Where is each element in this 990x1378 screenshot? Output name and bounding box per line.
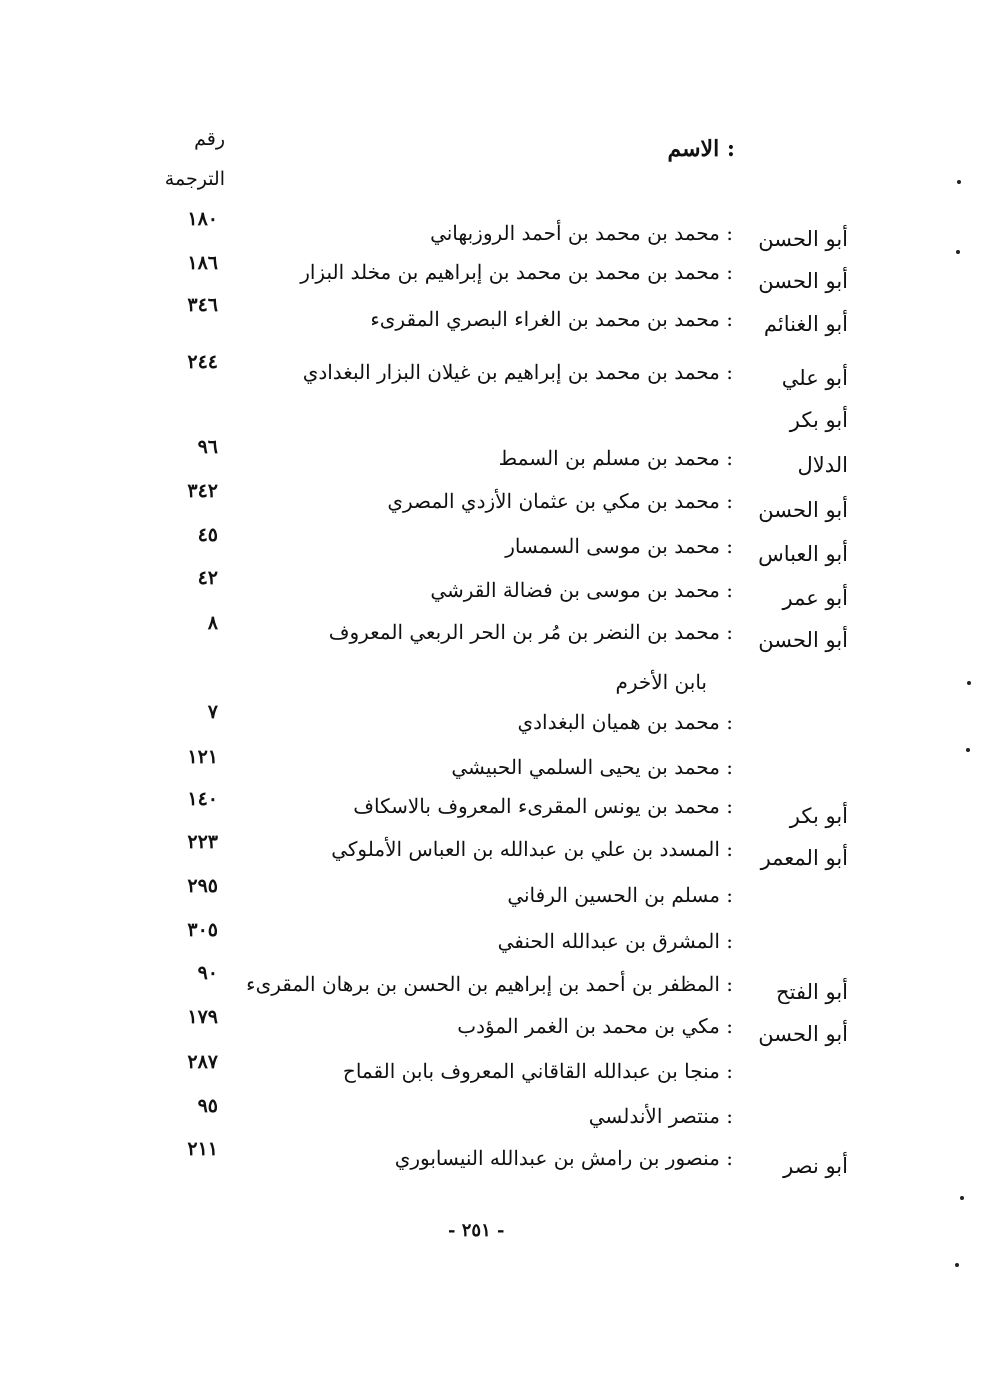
row-number: ٢٢٣ [187, 831, 218, 853]
row-kunya: أبو نصر [783, 1154, 848, 1178]
page-number: - ٢٥١ - [448, 1220, 505, 1241]
row-name: : محمد بن محمد بن أحمد الروزبهاني [430, 221, 733, 245]
row-kunya: أبو بكر [789, 408, 848, 432]
row-number: ٢١١ [187, 1138, 218, 1160]
row-name: : المظفر بن أحمد بن إبراهيم بن الحسن بن برهان المقرىء [246, 972, 733, 996]
row-kunya: أبو عمر [782, 586, 848, 610]
row-kunya: أبو المعمر [760, 846, 848, 870]
row-number: ٢٤٤ [187, 351, 218, 373]
row-number: ٢٨٧ [187, 1051, 218, 1073]
row-number: ٣٠٥ [187, 919, 218, 941]
scan-speck [960, 1196, 964, 1200]
name-column-header: : الاسم [667, 136, 735, 162]
row-number: ٤٢ [197, 567, 218, 589]
row-name: : مكي بن محمد بن الغمر المؤدب [457, 1014, 733, 1038]
row-name: : محمد بن مكي بن عثمان الأزدي المصري [387, 489, 733, 513]
row-number: ٣٤٦ [187, 294, 218, 316]
row-kunya: أبو علي [781, 366, 848, 390]
row-name: : منتصر الأندلسي [588, 1104, 733, 1128]
row-number: ٣٤٢ [187, 480, 218, 502]
row-kunya: أبو الفتح [776, 980, 848, 1004]
row-number: ٩٠ [197, 962, 218, 984]
row-number: ١٢١ [187, 746, 218, 768]
row-name: : محمد بن موسى السمسار [505, 534, 733, 558]
row-name: : محمد بن يونس المقرىء المعروف بالاسكاف [353, 794, 733, 818]
scan-speck [956, 250, 960, 254]
number-column-header-line2: الترجمة [164, 168, 225, 190]
row-name: : محمد بن محمد بن الغراء البصري المقرىء [370, 307, 733, 331]
row-number: ٢٩٥ [187, 875, 218, 897]
row-number: ١٨٦ [187, 252, 218, 274]
row-name: : محمد بن هميان البغدادي [517, 710, 733, 734]
row-name: : محمد بن مسلم بن السمط [498, 446, 733, 470]
row-number: ٤٥ [197, 524, 218, 546]
row-kunya: أبو الحسن [758, 1022, 848, 1046]
scan-speck [955, 1263, 959, 1267]
row-number: ٨ [207, 612, 218, 634]
row-name: : المشرق بن عبدالله الحنفي [497, 929, 733, 953]
row-number: ١٤٠ [187, 788, 218, 810]
row-name: : محمد بن يحيى السلمي الحبيشي [451, 755, 733, 779]
number-column-header-line1: رقم [194, 128, 225, 150]
row-name: : منجا بن عبدالله القاقاني المعروف بابن القماح [342, 1059, 733, 1083]
row-number: ١٧٩ [187, 1006, 218, 1028]
row-kunya: أبو العباس [758, 542, 848, 566]
row-name: : المسدد بن علي بن عبدالله بن العباس الأملوكي [331, 837, 733, 861]
row-kunya: أبو الحسن [758, 227, 848, 251]
row-kunya: أبو الغنائم [763, 312, 848, 336]
row-name: : محمد بن محمد بن إبراهيم بن غيلان البزار البغدادي [302, 360, 733, 384]
row-number: ٧ [207, 701, 218, 723]
row-kunya: الدلال [797, 453, 848, 477]
scan-speck [957, 180, 961, 184]
row-name: : منصور بن رامش بن عبدالله النيسابوري [394, 1146, 733, 1170]
row-number: ٩٥ [197, 1095, 218, 1117]
scan-speck [966, 748, 970, 752]
row-name: : محمد بن النضر بن مُر بن الحر الربعي المعروف [328, 620, 733, 644]
row-kunya: أبو الحسن [758, 628, 848, 652]
row-name: : محمد بن محمد بن محمد بن إبراهيم بن مخلد البزار [300, 260, 733, 284]
row-name: : محمد بن موسى بن فضالة القرشي [430, 578, 733, 602]
row-kunya: أبو بكر [789, 804, 848, 828]
row-kunya: أبو الحسن [758, 269, 848, 293]
row-number: ٩٦ [197, 436, 218, 458]
row-kunya: أبو الحسن [758, 498, 848, 522]
row-number: ١٨٠ [187, 208, 218, 230]
row-name: : مسلم بن الحسين الرفاني [507, 883, 733, 907]
scan-speck [967, 681, 971, 685]
row-name-continuation: بابن الأخرم [615, 670, 707, 694]
